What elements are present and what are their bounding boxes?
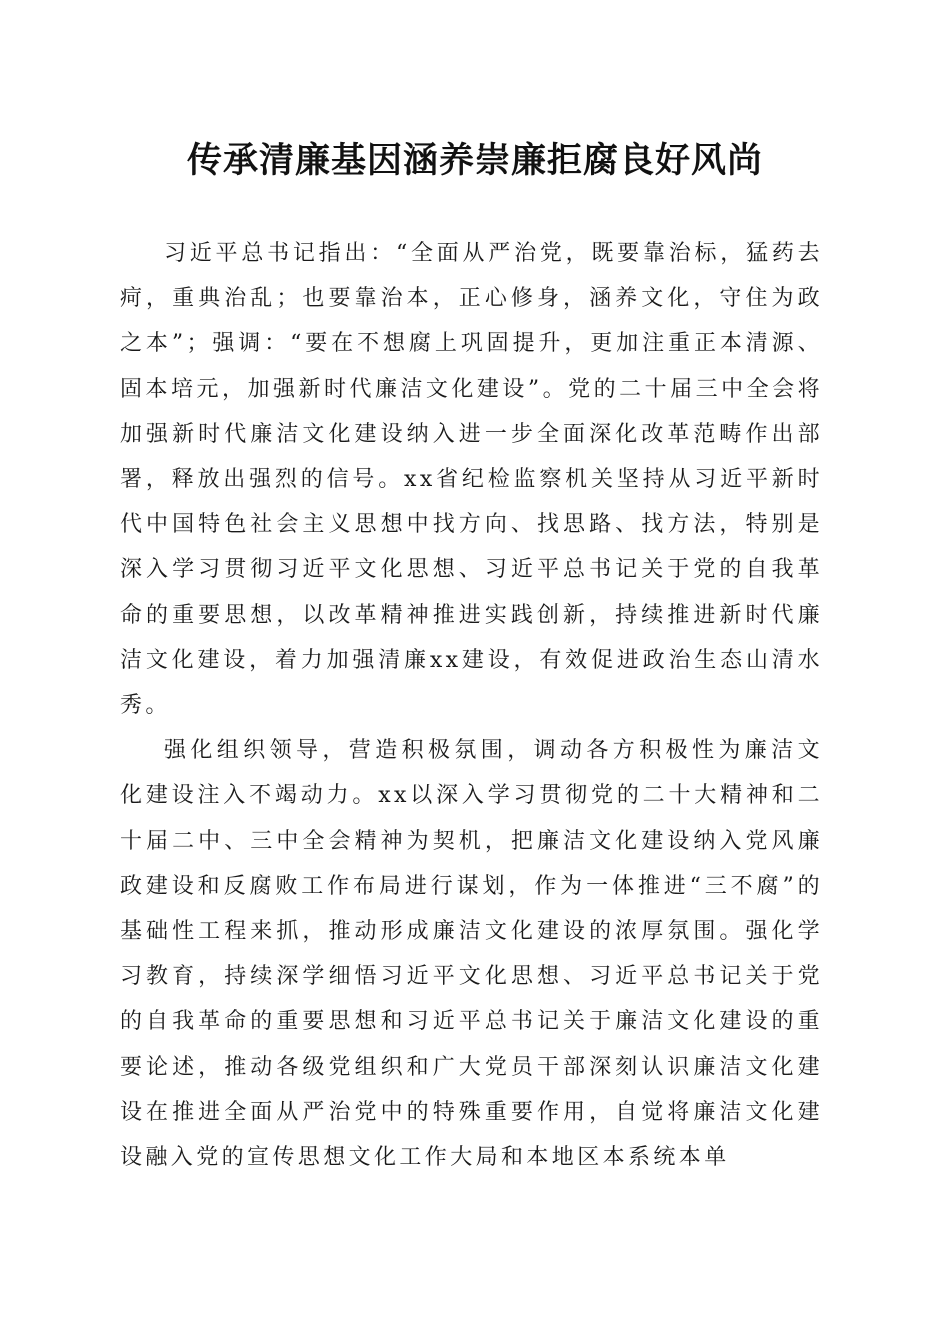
- paragraph-2: 强化组织领导，营造积极氛围，调动各方积极性为廉洁文化建设注入不竭动力。xx以深入学习贯彻党的二十大精神和二十届二中、三中全会精神为契机，把廉洁文化建设纳入党风廉政建设和反腐败工作布局进行谋划，作为一体推进“三不腐”的基础性工程来抓，推动形成廉洁文化建设的浓厚氛围。强化学习教育，持续深学细悟习近平文化思想、习近平总书记关于党的自我革命的重要思想和习近平总书记关于廉洁文化建设的重要论述，推动各级党组织和广大党员干部深刻认识廉洁文化建设在推进全面从严治党中的特殊重要作用，自觉将廉洁文化建设融入党的宣传思想文化工作大局和本地区本系统本单: [120, 738, 823, 1171]
- document-body: [120, 231, 823, 1180]
- paragraph-1: 习近平总书记指出：“全面从严治党，既要靠治标，猛药去疴，重典治乱；也要靠治本，正心修身，涵养文化，守住为政之本”；强调：“要在不想腐上巩固提升，更加注重正本清源、固本培元，加强新时代廉洁文化建设”。党的二十届三中全会将加强新时代廉洁文化建设纳入进一步全面深化改革范畴作出部署，释放出强烈的信号。xx省纪检监察机关坚持从习近平新时代中国特色社会主义思想中找方向、找思路、找方法，特别是深入学习贯彻习近平文化思想、习近平总书记关于党的自我革命的重要思想，以改革精神推进实践创新，持续推进新时代廉洁文化建设，着力加强清廉xx建设，有效促进政治生态山清水秀。: [120, 241, 823, 719]
- document-title: 传承清廉基因涵养崇廉拒腐良好风尚: [186, 140, 763, 181]
